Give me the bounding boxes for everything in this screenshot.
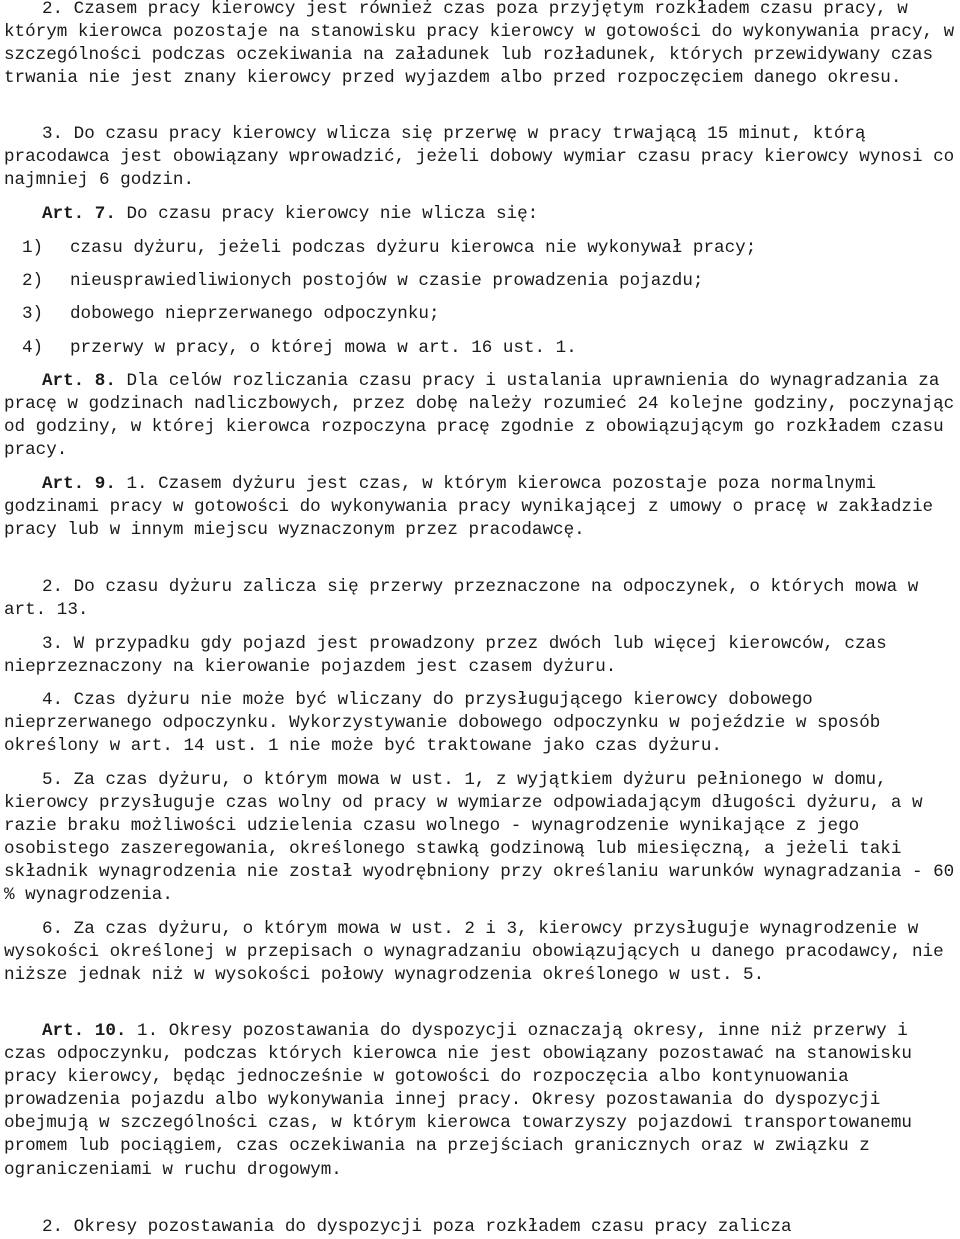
list-item [22, 303, 952, 326]
list-item [22, 237, 952, 260]
paragraph-art9-ust1 [4, 473, 956, 542]
paragraph-art7 [4, 203, 956, 226]
paragraph-art10-ust1 [4, 1020, 956, 1182]
list-number: 3) [22, 304, 44, 324]
paragraph-art9-ust2 [4, 576, 956, 622]
paragraph-art8 [4, 370, 956, 462]
list-text: nieusprawiedliwionych postojów w czasie prowadzenia pojazdu; [70, 271, 704, 291]
list-text: czasu dyżuru, jeżeli podczas dyżuru kierowca nie wykonywał pracy; [70, 238, 757, 258]
paragraph-text: 3. W przypadku gdy pojazd jest prowadzony przez dwóch lub więcej kierowców, czas nieprzeznaczony na kierowanie pojazdem jest czasem dyżuru. [4, 634, 887, 678]
list-number: 1) [22, 238, 44, 258]
paragraph-text: 2. Okresy pozostawania do dyspozycji poza rozkładem czasu pracy zalicza [42, 1217, 792, 1237]
paragraph-art6-ust2 [4, 0, 956, 90]
paragraph-art10-ust2 [4, 1216, 956, 1239]
paragraph-text: 2. Do czasu dyżuru zalicza się przerwy przeznaczone na odpoczynek, o których mowa w art. 13. [4, 577, 919, 621]
paragraph-text: 1. Okresy pozostawania do dyspozycji oznaczają okresy, inne niż przerwy i czas odpoczynku, podczas których kierowca nie jest obowiązany pozostawać na stanowisku pracy kierowcy, będąc jednocześnie w gotowości do rozpoczęcia albo kontynuowania prowadzenia pojazdu albo wykonywania innej pracy. Okresy pozostawania do dyspozycji obejmują w szczególności czas, w którym kierowca towarzyszy pojazdowi transportowanemu promem lub pociągiem, czas oczekiwania na przejściach granicznych oraz w związku z ograniczeniami w ruchu drogowym. [4, 1021, 912, 1180]
list-item [22, 270, 952, 293]
paragraph-text: Do czasu pracy kierowcy nie wlicza się: [115, 204, 539, 224]
list-number: 4) [22, 338, 44, 358]
paragraph-text: 3. Do czasu pracy kierowcy wlicza się przerwę w pracy trwającą 15 minut, którą pracodawca jest obowiązany wprowadzić, jeżeli dobowy wymiar czasu pracy kierowcy wynosi co najmniej 6 godzin. [4, 124, 955, 191]
paragraph-text: 4. Czas dyżuru nie może być wliczany do przysługującego kierowcy dobowego nieprzerwanego odpoczynku. Wykorzystywanie dobowego odpoczynku w pojeździe w sposób określony w art. 14 ust. 1 nie może być traktowane jako czas dyżuru. [4, 690, 881, 757]
article-number: Art. 8. [42, 371, 116, 391]
list-number: 2) [22, 271, 44, 291]
paragraph-art9-ust5 [4, 769, 956, 908]
article-number: Art. 10. [42, 1021, 127, 1041]
paragraph-art9-ust3 [4, 633, 956, 679]
list-text: przerwy w pracy, o której mowa w art. 16 ust. 1. [70, 338, 577, 358]
paragraph-art9-ust6 [4, 918, 956, 987]
paragraph-art6-ust3 [4, 123, 956, 192]
paragraph-text: 6. Za czas dyżuru, o którym mowa w ust. 2 i 3, kierowcy przysługuje wynagrodzenie w wysokości określonej w przepisach o wynagradzaniu obowiązujących u danego pracodawcy, nie niższe jednak niż w wysokości połowy wynagrodzenia określonego w ust. 5. [4, 919, 944, 986]
paragraph-art9-ust4 [4, 689, 956, 758]
list-item [22, 337, 952, 360]
article-number: Art. 9. [42, 474, 116, 494]
article-number: Art. 7. [42, 204, 116, 224]
paragraph-text: 5. Za czas dyżuru, o którym mowa w ust. 1, z wyjątkiem dyżuru pełnionego w domu, kierowcy przysługuje czas wolny od pracy w wymiarze odpowiadającym długości dyżuru, a w razie braku możliwości udzielenia czasu wolnego - wynagrodzenie wynikające z jego osobistego zaszeregowania, określonego stawką godzinową lub miesięczną, a jeżeli taki składnik wynagrodzenia nie został wyodrębniony przy określaniu warunków wynagradzania - 60 % wynagrodzenia. [4, 770, 955, 906]
paragraph-text: Dla celów rozliczania czasu pracy i ustalania uprawnienia do wynagradzania za pracę w godzinach nadliczbowych, przez dobę należy rozumieć 24 kolejne godziny, poczynając od godziny, w której kierowca rozpoczyna pracę zgodnie z obowiązującym go rozkładem czasu pracy. [4, 371, 955, 461]
paragraph-text: 1. Czasem dyżuru jest czas, w którym kierowca pozostaje poza normalnymi godzinami pracy w gotowości do wykonywania pracy wynikającej z umowy o pracę w zakładzie pracy lub w innym miejscu wyznaczonym przez pracodawcę. [4, 474, 934, 541]
list-text: dobowego nieprzerwanego odpoczynku; [70, 304, 440, 324]
paragraph-text: 2. Czasem pracy kierowcy jest również czas poza przyjętym rozkładem czasu pracy, w którym kierowca pozostaje na stanowisku pracy kierowcy w gotowości do wykonywania pracy, w szczególności podczas oczekiwania na załadunek lub rozładunek, których przewidywany czas trwania nie jest znany kierowcy przed wyjazdem albo przed rozpoczęciem danego okresu. [4, 0, 955, 89]
